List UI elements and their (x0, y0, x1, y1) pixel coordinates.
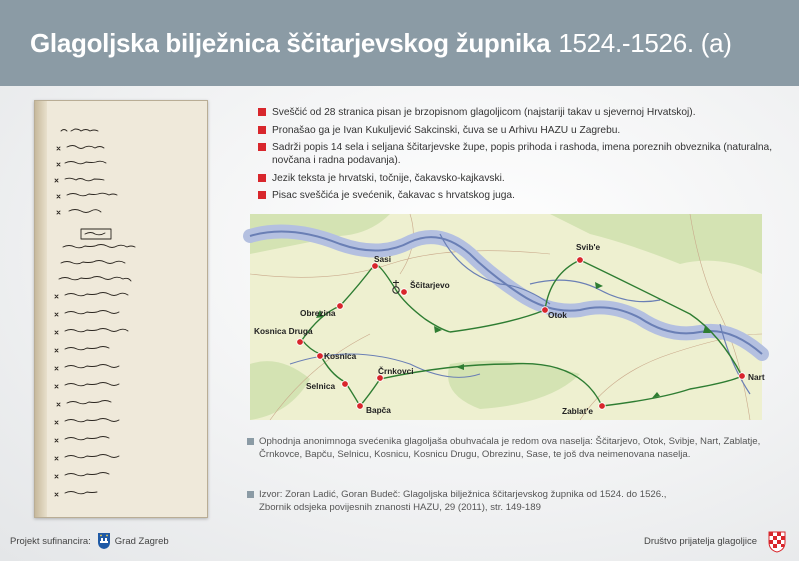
project-label: Projekt sufinancira: (10, 535, 91, 547)
place-label: Sasi (374, 254, 392, 264)
bullet-marker (258, 143, 266, 151)
page-title: Glagoljska bilježnica ščitarjevskog župnika (30, 27, 551, 58)
bullet-marker (258, 108, 266, 116)
bullet-item (258, 189, 778, 202)
manuscript-binding-edge (35, 101, 47, 517)
map-graphic (250, 214, 765, 420)
bullet-item (258, 172, 778, 185)
place-label: Selnica (306, 381, 336, 391)
bullet-text: Sveščić od 28 stranica pisan je brzopisnom glagoljicom (najstariji takav u sjevernoj Hrvatskoj). (272, 107, 696, 118)
place-label: Bapča (366, 405, 391, 415)
info-bullet-list (258, 106, 778, 207)
place-label: Črnkovci (378, 366, 414, 376)
place-label: Kosnica Druga (254, 326, 313, 336)
zagreb-crest-icon (97, 532, 111, 550)
map-caption (247, 436, 767, 461)
bullet-text: Pisac sveščića je svećenik, čakavac s hrvatskog juga. (272, 190, 515, 201)
caption-text: Ophodnja anonimnoga svećenika glagoljaša obuhvaćala je redom ova naselja: Ščitarjevo, Otok, Svibje, Nart, Zablatje, Črnkovce, Bapču, Selnicu, Kosnicu, Kosnicu Drugu, Obrezinu, Sase, te još dva neimenovana naselja. (259, 436, 761, 460)
footer-sponsor (10, 530, 169, 552)
bullet-text: Sadrži popis 14 sela i seljana ščitarjevske župe, popis prihoda i rashoda, imena poreznih obveznika (naturalna, novčana i radna podavanja). (272, 142, 773, 166)
footer-organization (644, 528, 787, 554)
bullet-item (258, 106, 778, 119)
place-label: Ščitarjevo (410, 280, 450, 290)
bullet-marker (258, 191, 266, 199)
place-label: Obrezina (300, 308, 336, 318)
croatian-checkerboard-icon (767, 529, 787, 553)
source-citation (247, 489, 767, 514)
bullet-text: Jezik teksta je hrvatski, točnije, čakavsko-kajkavski. (272, 172, 505, 184)
sponsor-name: Grad Zagreb (114, 535, 169, 547)
source-line-1: Izvor: Zoran Ladić, Goran Budeč: Glagoljska bilježnica ščitarjevskog župnika od 1524. do 1526., (259, 489, 667, 500)
header-banner (0, 0, 799, 86)
place-label: Otok (548, 310, 567, 320)
parish-route-map (250, 214, 765, 420)
bullet-marker (258, 174, 266, 182)
manuscript-handwriting (35, 101, 209, 519)
page-title-years: 1524.-1526. (a) (558, 27, 732, 58)
organization-name: Društvo prijatelja glagoljice (644, 535, 757, 547)
manuscript-image (34, 100, 208, 518)
caption-marker (247, 438, 254, 445)
bullet-text: Pronašao ga je Ivan Kukuljević Sakcinski, čuva se u Arhivu HAZU u Zagrebu. (272, 124, 621, 136)
place-label: Zablat'e (562, 406, 594, 416)
bullet-item (258, 141, 778, 167)
source-line-2: Zbornik odsjeka povijesnih znanosti HAZU, 29 (2011), str. 149-189 (259, 501, 541, 513)
bullet-marker (258, 126, 266, 134)
place-label: Nart (748, 372, 765, 382)
place-label: Kosnica (324, 351, 357, 361)
source-marker (247, 491, 254, 498)
place-label: Svib'e (576, 242, 601, 252)
bullet-item (258, 124, 778, 137)
